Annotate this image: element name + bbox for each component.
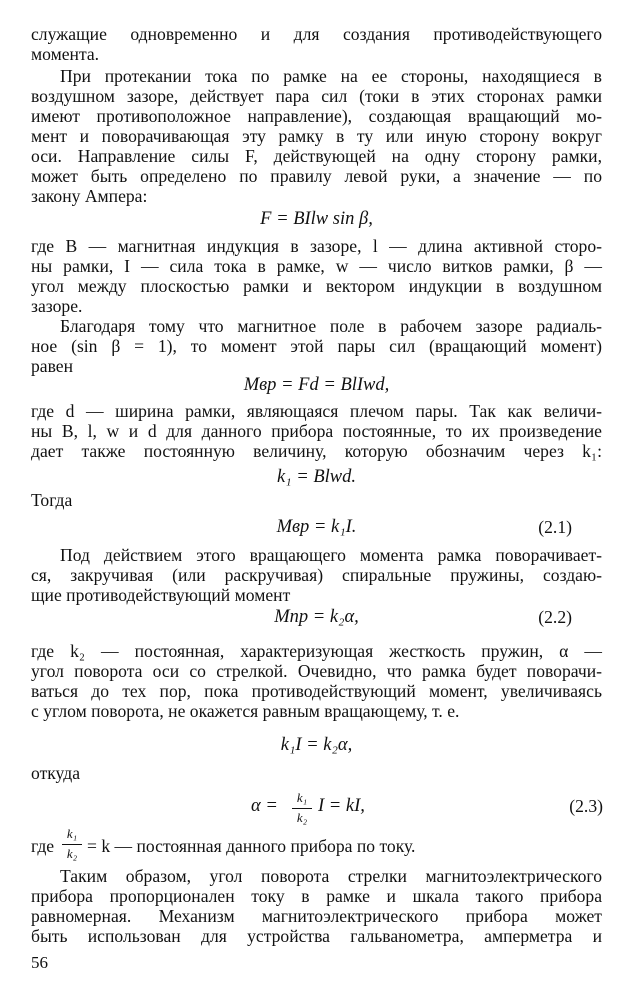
text-fragment: где <box>31 836 55 856</box>
fraction-denominator: k₂ <box>296 810 308 825</box>
formula-2-2 <box>31 606 602 628</box>
text-line: может быть определено по правилу левой руки, а значение — по <box>31 166 602 186</box>
text-line: оси. Направление силы F, действующей на одну сторону рамки, <box>31 146 602 166</box>
text-line: закону Ампера: <box>31 186 148 206</box>
page-number: 56 <box>31 953 48 972</box>
equation-number: (2.1) <box>538 517 572 537</box>
text-line: угол поворота оси со стрелкой. Очевидно, что рамка будет поворачи- <box>31 661 602 681</box>
text-line: ны рамки, I — сила тока в рамке, w — число витков рамки, β — <box>31 256 602 276</box>
text-line: мент и поворачивающая эту рамку в ту или иную сторону вокруг <box>31 126 602 146</box>
text-line: зазоре. <box>31 296 83 316</box>
fraction <box>292 790 312 830</box>
text-line: Благодаря тому что магнитное поле в рабочем зазоре радиаль- <box>60 316 602 336</box>
formula-2-1-body: Mвр = k₁I. <box>276 517 357 537</box>
formula-2-3 <box>0 790 633 830</box>
text-line: где B — магнитная индукция в зазоре, l — длина активной сторо- <box>31 236 602 256</box>
text-line: прибора пропорционален току в рамке и шкала такого прибора <box>31 886 602 906</box>
text-line: ся, закручивая (или раскручивая) спиральные пружины, создаю- <box>31 565 602 585</box>
formula-2-3-right: I = kI, <box>318 796 365 816</box>
text-line: ны B, l, w и d для данного прибора постоянные, то их произведение <box>31 421 602 441</box>
text-line: равен <box>31 356 74 376</box>
fraction-numerator: k₁ <box>296 790 308 805</box>
fraction <box>62 826 82 866</box>
fraction-bar <box>292 808 312 809</box>
text-line: При протекании тока по рамке на ее стороны, находящиеся в <box>60 66 602 86</box>
fraction-bar <box>62 844 82 845</box>
text-line: Тогда <box>31 490 73 510</box>
text-line: ваться до тех пор, пока противодействующий момент, увеличиваясь <box>31 681 602 701</box>
text-line: где k₂ — постоянная, характеризующая жесткость пружин, α — <box>31 641 602 661</box>
text-line: быть использован для устройства гальванометра, амперметра и <box>31 926 602 946</box>
text-line: угол между плоскостью рамки и вектором индукции в воздушном <box>31 276 602 296</box>
formula-k1: k₁ = Blwd. <box>276 467 357 487</box>
formula-2-1 <box>31 516 602 538</box>
text-line: с углом поворота, не окажется равным вращающему, т. е. <box>31 701 460 721</box>
text-line: равномерная. Механизм магнитоэлектрического прибора может <box>31 906 602 926</box>
text-line: воздушном зазоре, действует пара сил (токи в этих сторонах рамки <box>31 86 602 106</box>
text-line: служащие одновременно и для создания противодействующего <box>31 24 602 44</box>
text-line: ное (sin β = 1), то момент этой пары сил (вращающий момент) <box>31 336 602 356</box>
formula-2-2-body: Mпр = k₂α, <box>274 607 359 627</box>
formula-moment: Mвр = Fd = BlIwd, <box>243 375 390 395</box>
fraction-numerator: k₁ <box>66 826 78 841</box>
text-line: Таким образом, угол поворота стрелки магнитоэлектрического <box>60 866 602 886</box>
equation-number: (2.2) <box>538 607 572 627</box>
fraction-denominator: k₂ <box>66 846 78 861</box>
equation-number: (2.3) <box>569 796 603 816</box>
text-line: Под действием этого вращающего момента рамка поворачивает- <box>60 545 602 565</box>
text-line: откуда <box>31 763 81 783</box>
text-line: где d — ширина рамки, являющаяся плечом пары. Так как величи- <box>31 401 602 421</box>
text-line: имеют противоположное направление), создающая вращающий мо- <box>31 106 602 126</box>
text-line: щие противодействующий момент <box>31 585 291 605</box>
text-fragment: = k — постоянная данного прибора по току. <box>87 836 416 856</box>
formula-balance: k₁I = k₂α, <box>280 735 353 755</box>
formula-ampere: F = BIlw sin β, <box>260 209 373 229</box>
text-line-with-fraction <box>0 826 633 866</box>
formula-2-3-left: α = <box>251 796 278 816</box>
text-line: момента. <box>31 44 100 64</box>
text-line: дает также постоянную величину, которую обозначим через k₁: <box>31 441 602 461</box>
